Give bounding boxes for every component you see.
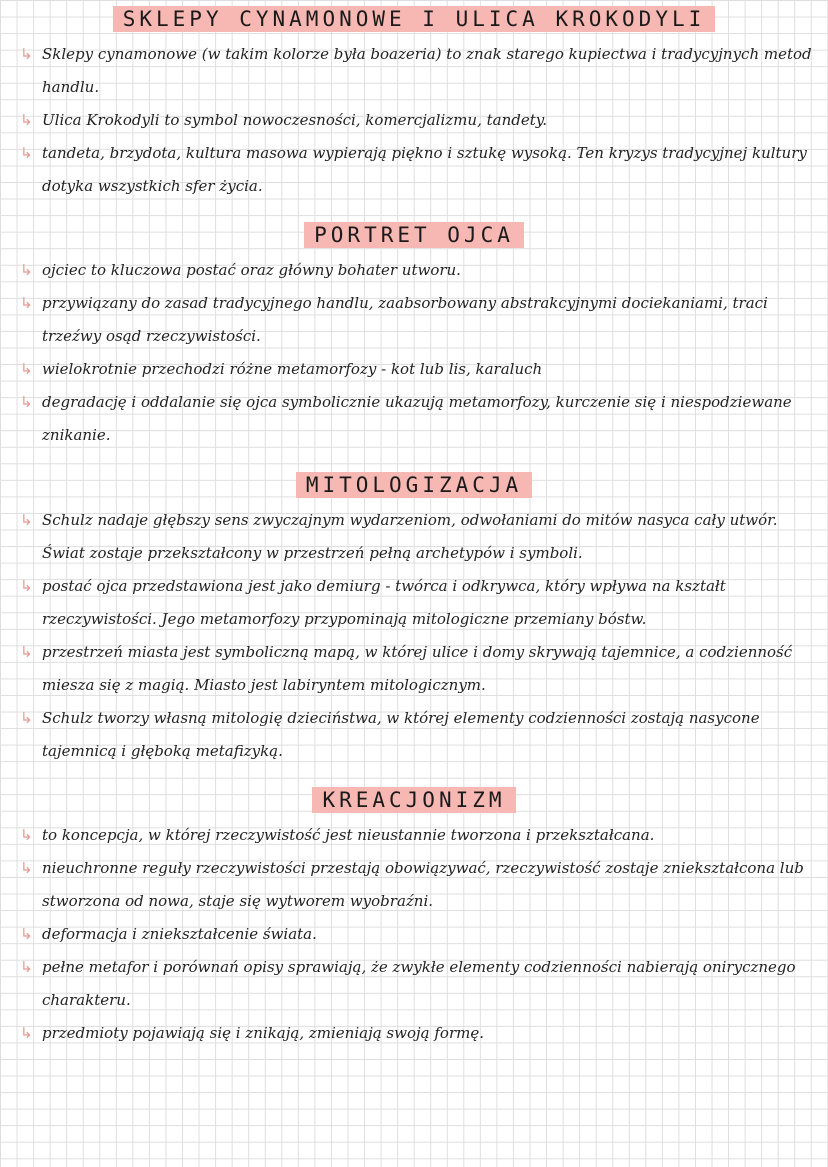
arrow-bullet-icon: ↳ [20,393,33,411]
section-bullets-portret [20,254,820,452]
section-heading-mitologizacja: MITOLOGIZACJA [0,472,828,498]
bullet-item: ↳ Schulz nadaje głębszy sens zwyczajnym wydarzeniom, odwołaniami do mitów nasyca cały utwór. Świat zostaje przekształcony w przestrzeń pełną archetypów i symboli. [20,504,820,570]
arrow-bullet-icon: ↳ [20,294,33,312]
arrow-bullet-icon: ↳ [20,511,33,529]
arrow-bullet-icon: ↳ [20,111,33,129]
arrow-bullet-icon: ↳ [20,925,33,943]
arrow-bullet-icon: ↳ [20,45,33,63]
bullet-item: ↳ nieuchronne reguły rzeczywistości przestają obowiązywać, rzeczywistość zostaje zniekształcona lub stworzona od nowa, staje się wytworem wyobraźni. [20,852,820,918]
arrow-bullet-icon: ↳ [20,826,33,844]
bullet-item: ↳ wielokrotnie przechodzi różne metamorfozy - kot lub lis, karaluch [20,353,820,386]
section-heading-portret: PORTRET OJCA [0,222,828,248]
bullet-item: ↳ deformacja i zniekształcenie świata. [20,918,820,951]
section-bullets-mitologizacja [20,504,820,768]
section-heading-sklepy: SKLEPY CYNAMONOWE I ULICA KROKODYLI [0,6,828,32]
bullet-item: ↳ Ulica Krokodyli to symbol nowoczesności, komercjalizmu, tandety. [20,104,820,137]
arrow-bullet-icon: ↳ [20,859,33,877]
arrow-bullet-icon: ↳ [20,144,33,162]
bullet-item: ↳ ojciec to kluczowa postać oraz główny bohater utworu. [20,254,820,287]
bullet-item: ↳ Schulz tworzy własną mitologię dzieciństwa, w której elementy codzienności zostają nasycone tajemnicą i głęboką metafizyką. [20,702,820,768]
arrow-bullet-icon: ↳ [20,709,33,727]
bullet-item: ↳ degradację i oddalanie się ojca symbolicznie ukazują metamorfozy, kurczenie się i niespodziewane znikanie. [20,386,820,452]
arrow-bullet-icon: ↳ [20,360,33,378]
bullet-item: ↳ przywiązany do zasad tradycyjnego handlu, zaabsorbowany abstrakcyjnymi dociekaniami, traci trzeźwy osąd rzeczywistości. [20,287,820,353]
bullet-item: ↳ tandeta, brzydota, kultura masowa wypierają piękno i sztukę wysoką. Ten kryzys tradycyjnej kultury dotyka wszystkich sfer życia. [20,137,820,203]
section-heading-kreacjonizm: KREACJONIZM [0,787,828,813]
bullet-item: ↳ przestrzeń miasta jest symboliczną mapą, w której ulice i domy skrywają tajemnice, a codzienność miesza się z magią. Miasto jest labiryntem mitologicznym. [20,636,820,702]
arrow-bullet-icon: ↳ [20,261,33,279]
bullet-item: ↳ przedmioty pojawiają się i znikają, zmieniają swoją formę. [20,1017,820,1050]
bullet-item: ↳ pełne metafor i porównań opisy sprawiają, że zwykłe elementy codzienności nabierają onirycznego charakteru. [20,951,820,1017]
arrow-bullet-icon: ↳ [20,643,33,661]
arrow-bullet-icon: ↳ [20,958,33,976]
bullet-item: ↳ to koncepcja, w której rzeczywistość jest nieustannie tworzona i przekształcana. [20,819,820,852]
arrow-bullet-icon: ↳ [20,1024,33,1042]
arrow-bullet-icon: ↳ [20,577,33,595]
bullet-item: ↳ Sklepy cynamonowe (w takim kolorze była boazeria) to znak starego kupiectwa i tradycyjnych metod handlu. [20,38,820,104]
bullet-item: ↳ postać ojca przedstawiona jest jako demiurg - twórca i odkrywca, który wpływa na kształt rzeczywistości. Jego metamorfozy przypominają mitologiczne przemiany bóstw. [20,570,820,636]
section-bullets-sklepy [20,38,820,203]
section-bullets-kreacjonizm [20,819,820,1050]
